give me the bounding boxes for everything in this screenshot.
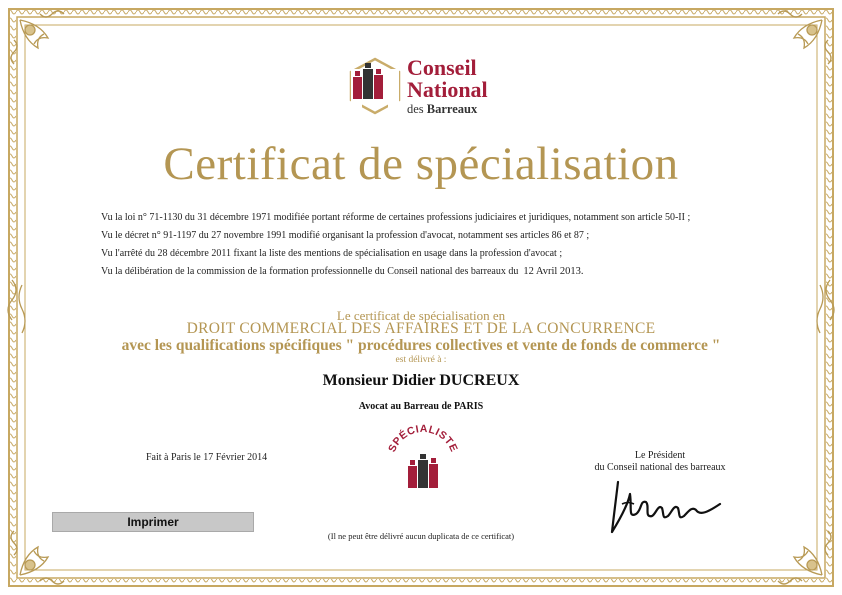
specialiste-seal-icon bbox=[384, 422, 462, 497]
cnb-logo bbox=[345, 55, 505, 120]
specialty-name: DROIT COMMERCIAL DES AFFAIRES ET DE LA CONCURRENCE bbox=[186, 320, 656, 337]
logo-conseil: Conseil bbox=[407, 55, 477, 80]
no-duplicate-note: (Il ne peut être délivré aucun duplicata de ce certificat) bbox=[327, 531, 515, 541]
deliberation-text: Vu la délibération de la commission de la formation professionnelle du Conseil national des barreaux du bbox=[101, 266, 519, 277]
consideration-deliberation bbox=[101, 266, 584, 277]
logo-des: des bbox=[407, 102, 424, 116]
recipient-role: Avocat au Barreau de PARIS bbox=[358, 401, 484, 412]
president-title: Le Président bbox=[634, 450, 686, 461]
svg-text:SPÉCIALISTE bbox=[386, 423, 460, 454]
place-date: Fait à Paris le 17 Février 2014 bbox=[146, 452, 268, 463]
logo-barreaux: Barreaux bbox=[426, 102, 478, 116]
president-org: du Conseil national des barreaux bbox=[594, 462, 726, 473]
cnb-hexagon-logo-icon bbox=[345, 55, 405, 117]
consideration-loi: Vu la loi n° 71-1130 du 31 décembre 1971 modifiée portant réforme de certaines professions judiciaires et juridiques, notamment son article 50-II ; bbox=[101, 212, 691, 223]
seal-text: SPÉCIALISTE bbox=[386, 422, 460, 455]
recipient-name: Monsieur Didier DUCREUX bbox=[322, 372, 520, 389]
signature-icon bbox=[600, 474, 735, 539]
certificate-title: Certificat de spécialisation bbox=[163, 138, 679, 190]
consideration-decret: Vu le décret n° 91-1197 du 27 novembre 1991 modifié organisant la profession d'avocat, notamment ses articles 86 et 87 ; bbox=[101, 230, 590, 241]
consideration-arrete: Vu l'arrêté du 28 décembre 2011 fixant la liste des mentions de spécialisation en usage dans la profession d'avocat ; bbox=[101, 248, 563, 259]
certificate-intro: Le certificat de spécialisation en bbox=[336, 308, 506, 323]
qualifications: avec les qualifications spécifiques " procédures collectives et vente de fonds de commerce " bbox=[121, 337, 721, 354]
logo-des-barreaux bbox=[407, 103, 477, 116]
delivered-to: est délivré à : bbox=[395, 355, 447, 365]
deliberation-date: 12 Avril 2013. bbox=[523, 266, 584, 277]
president-block bbox=[560, 450, 760, 474]
logo-national: National bbox=[407, 77, 488, 102]
print-button[interactable]: Imprimer bbox=[52, 512, 254, 532]
